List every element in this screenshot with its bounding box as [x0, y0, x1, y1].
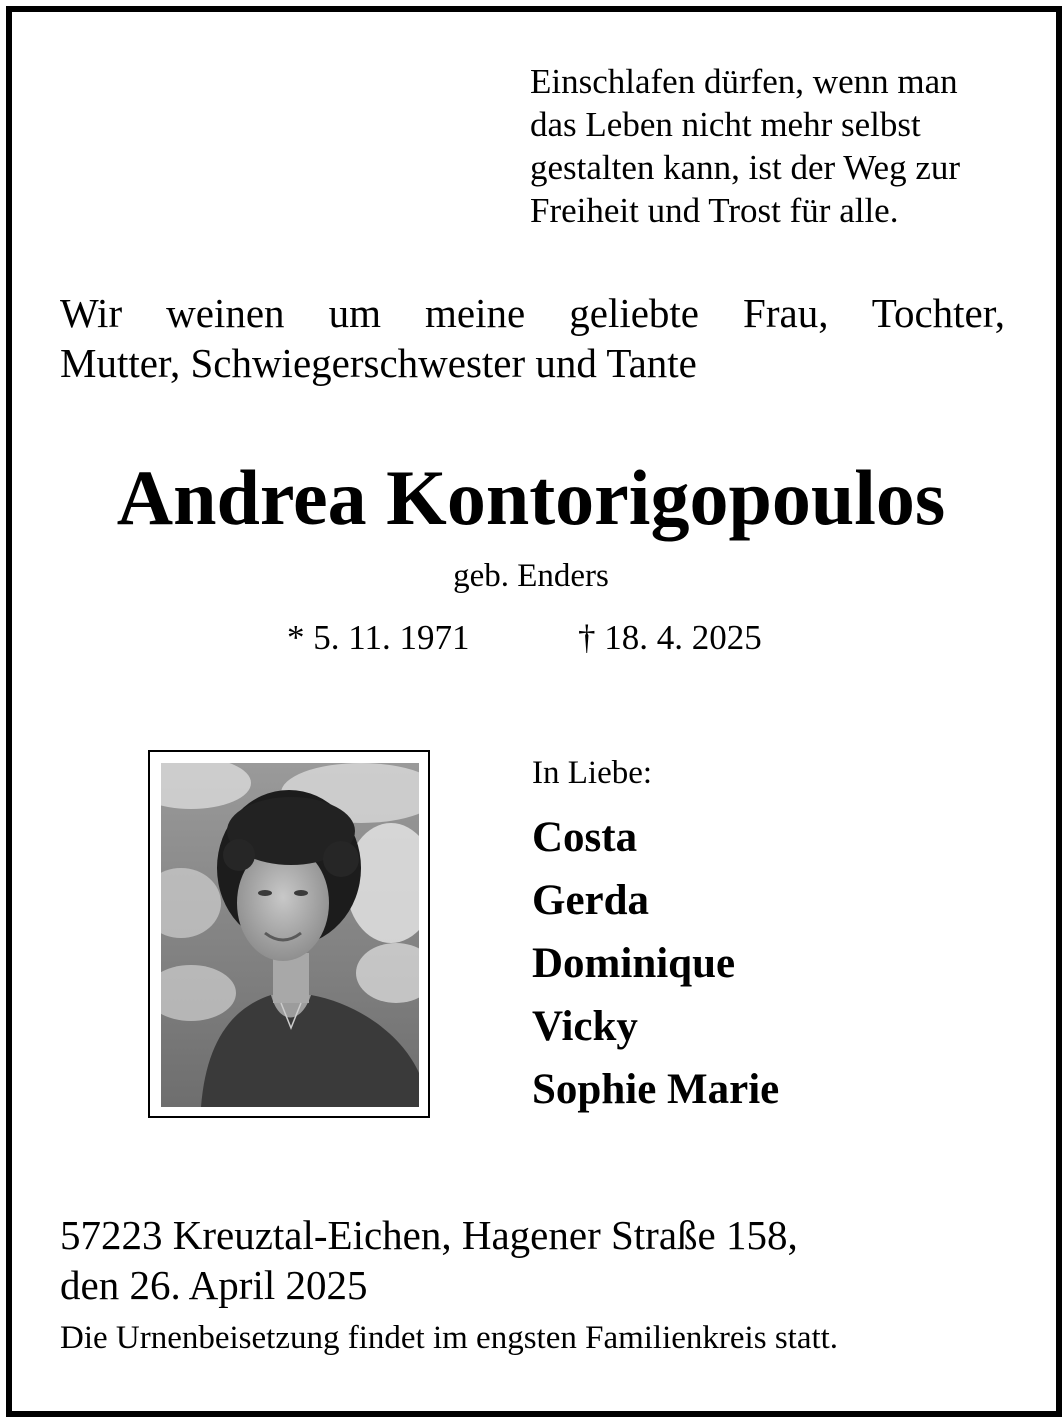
address-line-2: den 26. April 2025 — [60, 1262, 368, 1308]
portrait-photo-frame — [148, 750, 430, 1118]
mourner-name: Dominique — [532, 940, 736, 987]
portrait-photo-icon — [161, 763, 419, 1107]
quote-line: gestalten kann, ist der Weg zur — [530, 148, 961, 187]
mourner-name: Costa — [532, 814, 638, 861]
maiden-name: geb. Enders — [453, 558, 609, 594]
death-date: † 18. 4. 2025 — [578, 618, 762, 657]
birth-date: * 5. 11. 1971 — [287, 618, 470, 657]
deceased-name: Andrea Kontorigopoulos — [116, 454, 946, 541]
mourners-heading: In Liebe: — [532, 755, 653, 791]
quote-line: Einschlafen dürfen, wenn man — [530, 62, 958, 101]
address-block — [60, 1210, 798, 1310]
mourner-name: Vicky — [532, 1003, 638, 1050]
quote-block — [530, 60, 1010, 232]
intro-line-1: Wir weinen um meine geliebte Frau, Tochter, — [60, 290, 1005, 336]
funeral-note: Die Urnenbeisetzung findet im engsten Familienkreis statt. — [60, 1320, 839, 1356]
quote-line: das Leben nicht mehr selbst — [530, 105, 921, 144]
mourners-list — [532, 806, 779, 1121]
intro-line-2: Mutter, Schwiegerschwester und Tante — [60, 340, 697, 386]
address-line-1: 57223 Kreuztal-Eichen, Hagener Straße 158, — [60, 1212, 798, 1258]
mourner-name: Gerda — [532, 877, 650, 924]
portrait-photo — [161, 763, 419, 1107]
mourner-name: Sophie Marie — [532, 1066, 780, 1113]
intro-text — [60, 288, 1005, 388]
quote-line: Freiheit und Trost für alle. — [530, 191, 899, 230]
